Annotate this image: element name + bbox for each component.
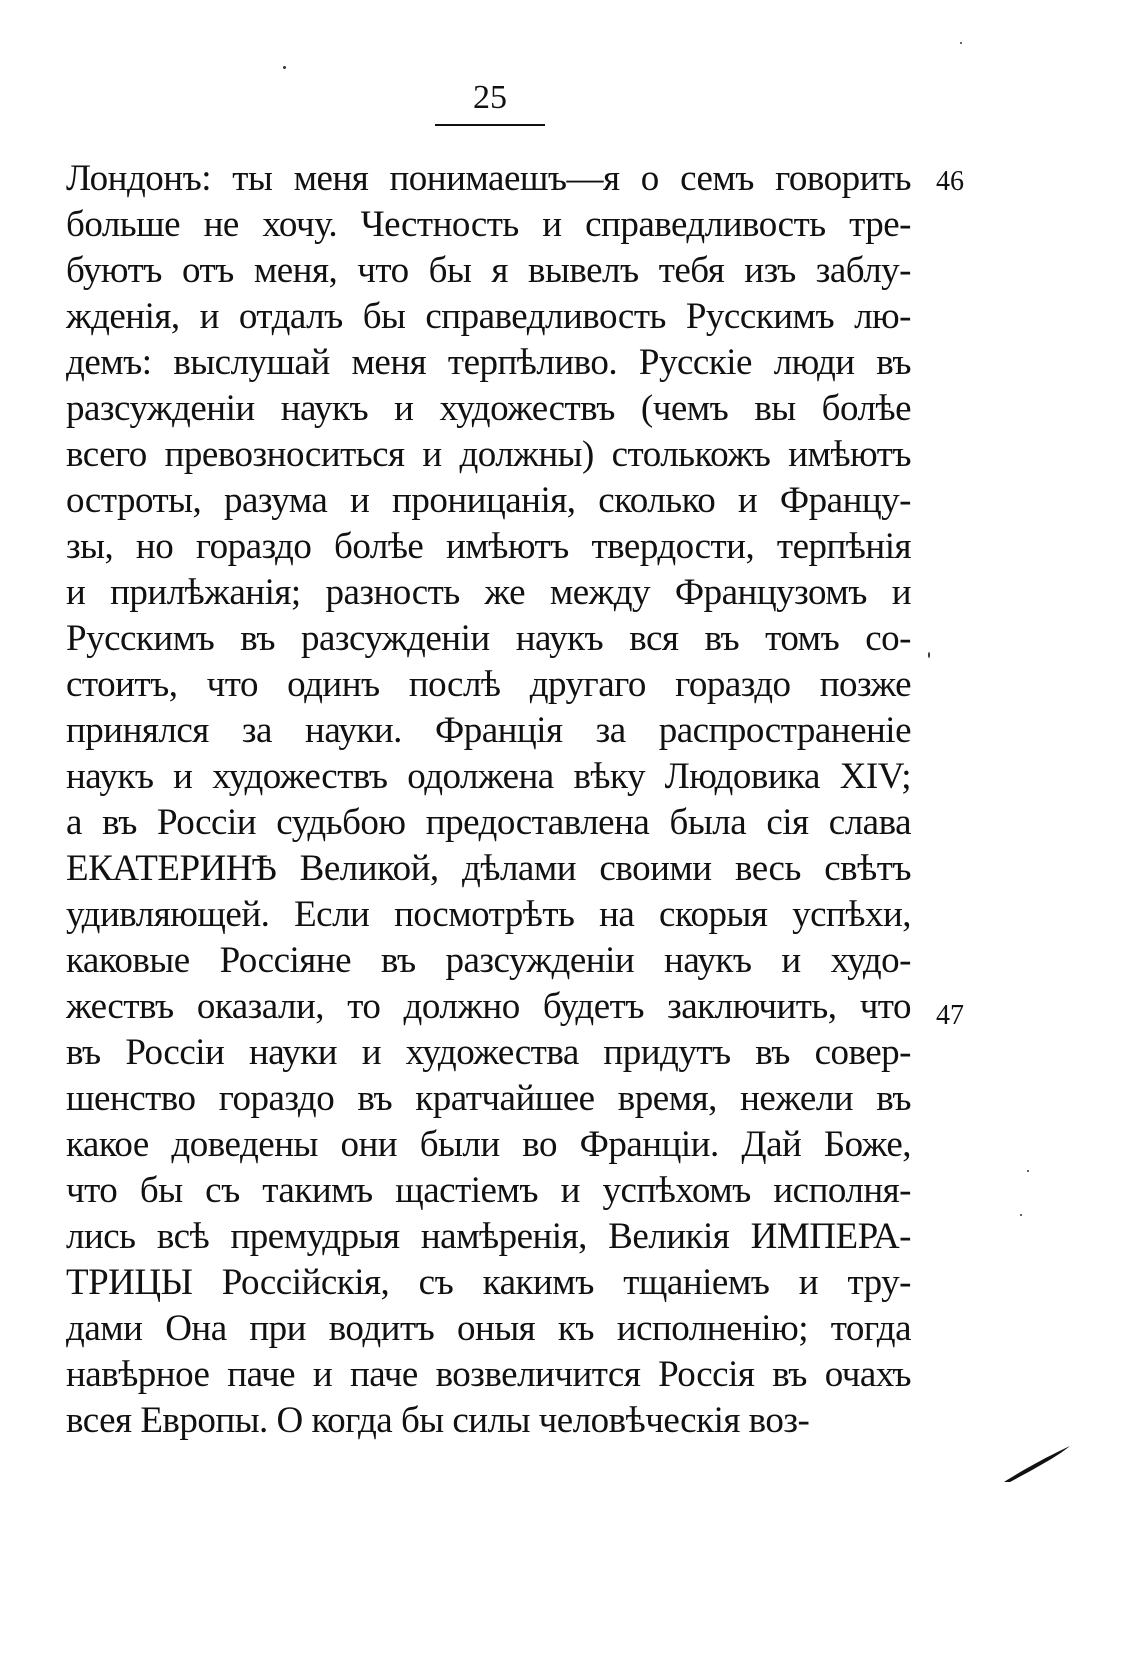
text-line: жествъ оказали, то должно будетъ заключить, что: [66, 986, 911, 1027]
text-line: наукъ и художествъ одолжена вѣку Людовика XIV;: [66, 756, 911, 797]
text-line: шенство гораздо въ кратчайшее время, нежели въ: [66, 1078, 911, 1119]
text-line: стоитъ, что одинъ послѣ другаго гораздо позже: [66, 664, 911, 705]
text-line: больше не хочу. Честность и справедливость тре-: [66, 204, 911, 245]
text-line: каковые Россіяне въ разсужденіи наукъ и худо-: [66, 940, 911, 981]
ink-stroke-mark: [1000, 1438, 1080, 1488]
text-line: буютъ отъ меня, что бы я вывелъ тебя изъ заблу-: [66, 250, 911, 291]
scan-speck: [928, 652, 930, 658]
page-number: 25: [473, 79, 507, 116]
scan-speck: [1027, 1170, 1029, 1172]
text-line: разсужденіи наукъ и художествъ (чемъ вы болѣе: [66, 388, 911, 429]
text-line: что бы съ такимъ щастіемъ и успѣхомъ исполня-: [66, 1170, 911, 1211]
scan-speck: [283, 66, 286, 69]
text-line: Русскимъ въ разсужденіи наукъ вся въ томъ со-: [66, 618, 911, 659]
text-line: какое доведены они были во Францiи. Дай Боже,: [66, 1124, 911, 1165]
text-line: удивляющей. Если посмотрѣть на скорыя успѣхи,: [66, 894, 911, 935]
text-line: демъ: выслушай меня терпѣливо. Русскіе люди въ: [66, 342, 911, 383]
text-line: принялся за науки. Францiя за распространенiе: [66, 710, 911, 751]
text-line: а въ Россіи судьбою предоставлена была сія слава: [66, 802, 911, 843]
scan-speck: [960, 42, 962, 44]
text-line: въ Россіи науки и художества придутъ въ совер-: [66, 1032, 911, 1073]
text-line: остроты, разума и проницанія, сколько и Францу-: [66, 480, 911, 521]
scan-speck: [1020, 1214, 1022, 1216]
body-text: [66, 156, 911, 1444]
text-line: дами Она при водитъ оныя къ исполненію; тогда: [66, 1308, 911, 1349]
text-line: жденія, и отдалъ бы справедливость Русскимъ лю-: [66, 296, 911, 337]
text-line: всея Европы. О когда бы силы человѣческія воз-: [66, 1400, 810, 1441]
text-line: Лондонъ: ты меня понимаешъ—я о семъ говорить: [66, 158, 911, 199]
text-line: зы, но гораздо болѣе имѣютъ твердости, терпѣнія: [66, 526, 911, 567]
text-line: и прилѣжанія; разность же между Французомъ и: [66, 572, 911, 613]
text-line: ТРИЦЫ Россійскія, съ какимъ тщаніемъ и тру-: [66, 1262, 911, 1303]
text-line: ЕКАТЕРИНѢ Великой, дѣлами своими весь свѣтъ: [66, 848, 911, 889]
text-line: навѣрное паче и паче возвеличится Россія въ очахъ: [66, 1354, 911, 1395]
text-line: лись всѣ премудрыя намѣренія, Великія ИМПЕРА-: [66, 1216, 911, 1257]
margin-marker-47: 47: [936, 1000, 964, 1031]
margin-marker-46: 46: [936, 166, 964, 197]
text-line: всего превозноситься и должны) столькожъ имѣютъ: [66, 434, 911, 475]
page-number-rule: [435, 124, 545, 126]
